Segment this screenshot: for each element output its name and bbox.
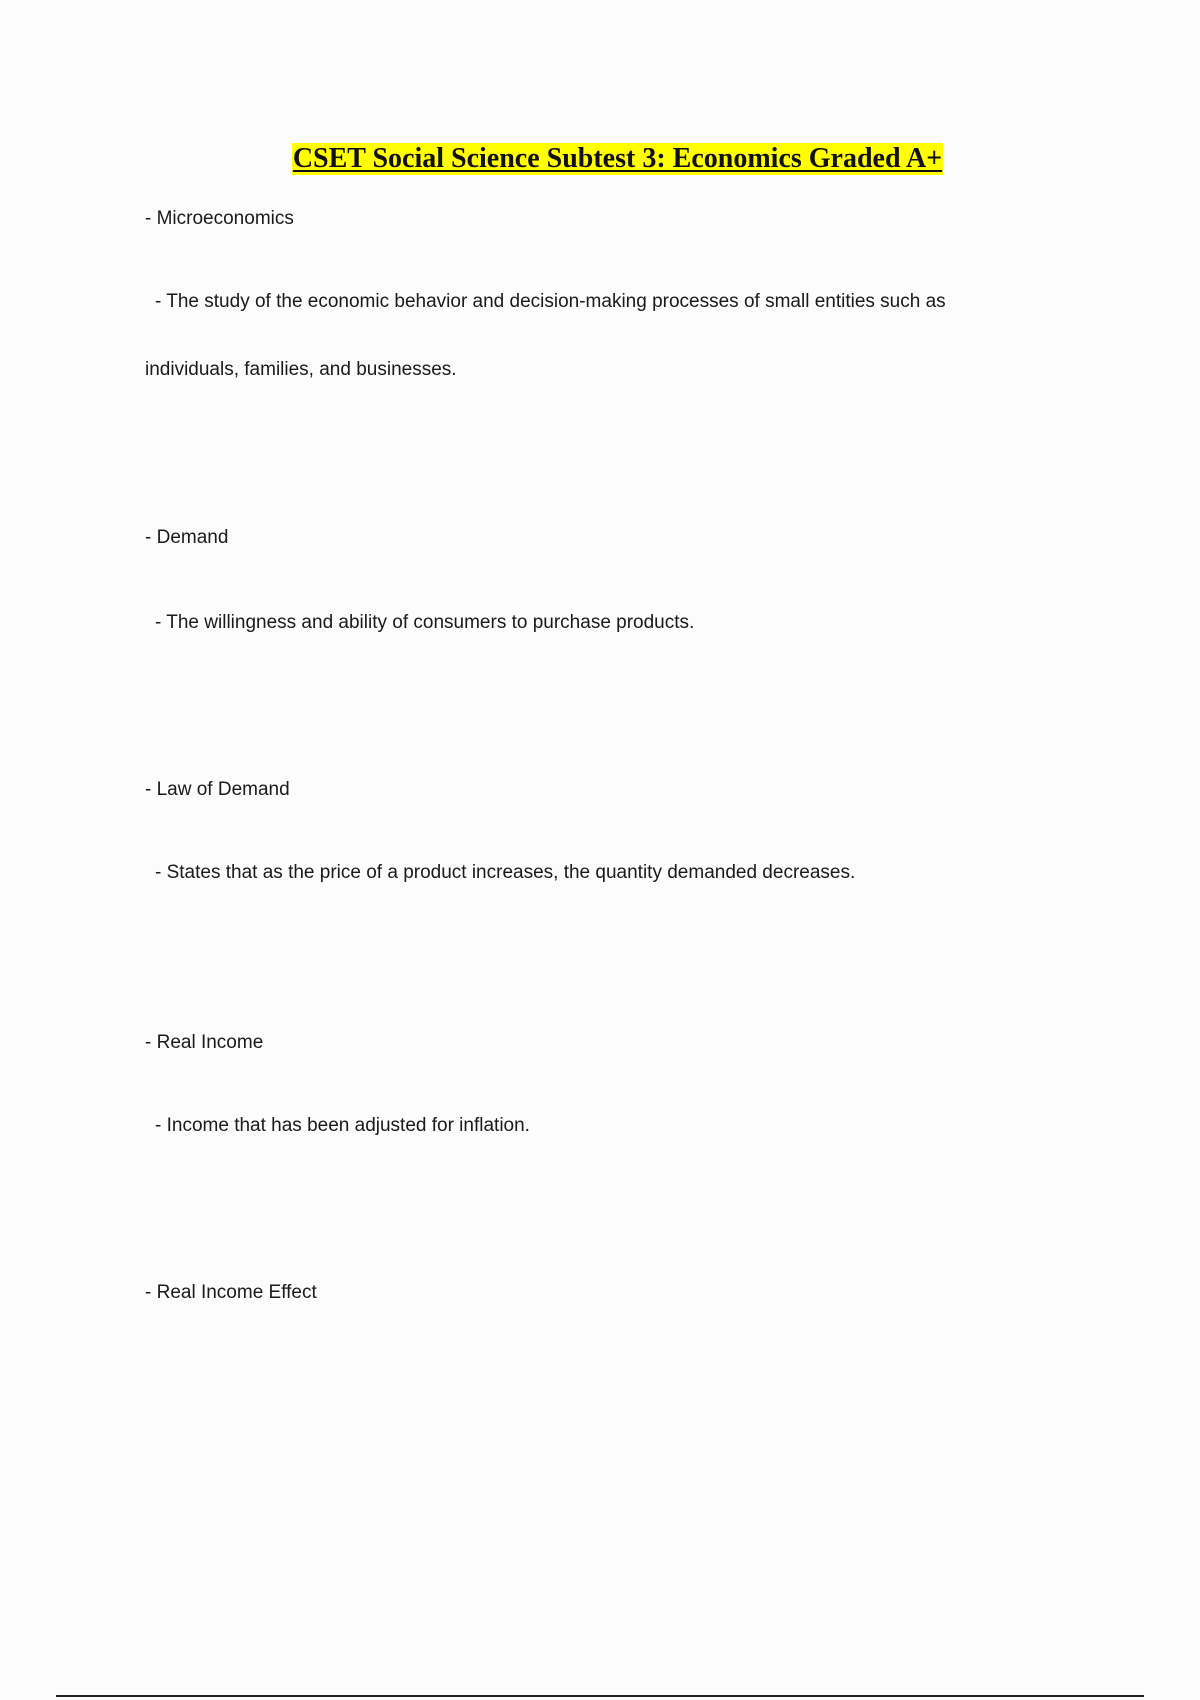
definition-real-income: - Income that has been adjusted for inflation. [155, 1115, 530, 1136]
definition-microeconomics-line2: individuals, families, and businesses. [145, 359, 457, 380]
definition-microeconomics-line1: - The study of the economic behavior and decision-making processes of small entities such as [155, 291, 946, 312]
term-law-of-demand: - Law of Demand [145, 779, 290, 800]
term-real-income: - Real Income [145, 1032, 264, 1053]
term-real-income-effect: - Real Income Effect [145, 1282, 317, 1303]
footer-rule [56, 1695, 1144, 1697]
term-demand: - Demand [145, 527, 229, 548]
definition-law-of-demand: - States that as the price of a product increases, the quantity demanded decreases. [155, 862, 856, 883]
title-wrapper [0, 143, 1200, 175]
definition-demand: - The willingness and ability of consumers to purchase products. [155, 612, 695, 633]
document-title: CSET Social Science Subtest 3: Economics Graded A+ [292, 143, 943, 174]
term-microeconomics: - Microeconomics [145, 208, 294, 229]
